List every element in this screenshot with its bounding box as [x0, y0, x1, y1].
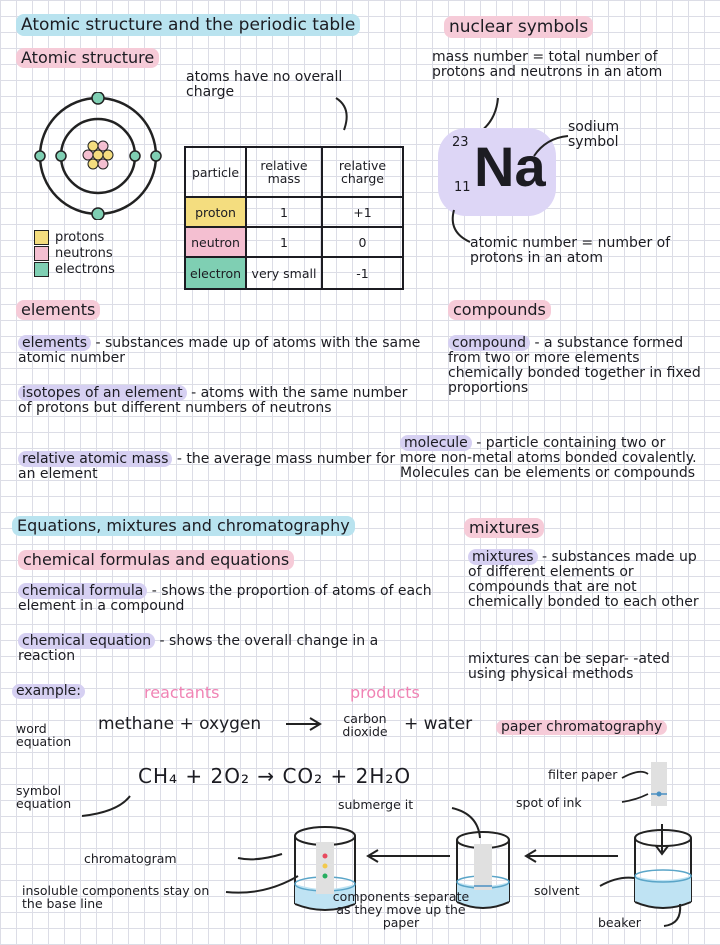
beaker-arrow-icon [660, 902, 690, 932]
mass-number: 23 [452, 135, 469, 150]
def-molecule: molecule - particle containing two or more non-metal atoms bonded covalently. Molecules can be elements or compounds [400, 435, 697, 481]
spot-of-ink-label: spot of ink [516, 795, 582, 810]
legend-electrons: electrons [34, 262, 115, 278]
th-charge: relative charge [322, 147, 403, 197]
atoms-charge-note: atoms have no overall charge [186, 69, 343, 100]
filter-paper-label: filter paper [548, 767, 618, 782]
note-arrow-icon [330, 94, 360, 134]
table-row: proton 1 +1 [185, 197, 403, 227]
atom-diagram [34, 92, 162, 220]
word-arrow-icon [284, 716, 324, 732]
th-mass: relative mass [246, 147, 322, 197]
chromatography-heading: paper chromatography [496, 720, 667, 735]
atomic-heading: Atomic structure [16, 48, 159, 68]
table-row: electron very small -1 [185, 257, 403, 289]
insoluble-arrow-icon [224, 870, 304, 900]
compounds-heading: compounds [448, 300, 551, 320]
mixtures-separation-note: mixtures can be separ- -ated using physical methods [468, 651, 670, 682]
sodium-arrow-icon [528, 130, 572, 160]
reactants-label: reactants [144, 683, 220, 702]
word-equation-lhs: methane + oxygen [98, 714, 262, 734]
chromatogram-label: chromatogram [84, 851, 177, 866]
submerge-label: submerge it [338, 797, 414, 812]
def-relative-atomic-mass: relative atomic mass - the average mass number for an element [18, 451, 396, 482]
th-particle: particle [185, 147, 246, 197]
symbol-equation: CH₄ + 2O₂ → CO₂ + 2H₂O [138, 764, 412, 788]
word-equation-label: word equation [16, 721, 72, 749]
beaker-label: beaker [598, 915, 641, 930]
page-title: Atomic structure and the periodic table [16, 14, 360, 36]
chromatogram-arrow-icon [236, 848, 286, 868]
symbol-label-connector-icon [78, 792, 138, 822]
particle-table [184, 146, 404, 290]
solvent-label: solvent [534, 883, 580, 898]
def-mixtures: mixtures - substances made up of different elements or compounds that are not chemically bonded to each other [468, 549, 699, 610]
legend-protons: protons [34, 230, 115, 246]
formulas-subheading: chemical formulas and equations [18, 550, 294, 570]
def-chemical-formula: chemical formula - shows the proportion of atoms of each element in a compound [18, 583, 432, 614]
products-label: products [350, 683, 420, 702]
mass-number-definition: mass number = total number of protons and neutrons in an atom [432, 49, 663, 80]
table-row: neutron 1 0 [185, 227, 403, 257]
def-isotopes: isotopes of an element - atoms with the same number of protons but different numbers of neutrons [18, 385, 408, 416]
process-arrow-icon-2 [522, 848, 622, 864]
particle-legend [34, 230, 115, 278]
elements-heading: elements [16, 300, 100, 320]
def-elements: elements - substances made up of atoms with the same atomic number [18, 335, 421, 366]
sodium-symbol-label: sodium symbol [568, 119, 620, 150]
def-compound: compound - a substance formed from two or more elements chemically bonded together in fixed proportions [448, 335, 701, 396]
atomic-number: 11 [454, 180, 471, 195]
symbol-equation-label: symbol equation [16, 783, 72, 811]
equations-heading: Equations, mixtures and chromatography [12, 516, 355, 536]
components-label: components separate as they move up the paper [332, 889, 470, 930]
word-equation-water: + water [404, 714, 473, 734]
legend-neutrons: neutrons [34, 246, 115, 262]
insoluble-label: insoluble components stay on the base line [22, 883, 210, 911]
word-equation-carbon-dioxide: carbon dioxide [342, 711, 388, 739]
solvent-arrow-icon [598, 872, 638, 892]
process-arrow-icon-1 [364, 848, 454, 864]
filter-paper-diagram [620, 754, 680, 814]
element-symbol: Na [474, 135, 546, 198]
atomic-number-definition: atomic number = number of protons in an atom [470, 235, 671, 266]
mixtures-heading: mixtures [464, 518, 544, 538]
def-chemical-equation: chemical equation - shows the overall change in a reaction [18, 633, 379, 664]
example-label: example: [12, 684, 85, 699]
nuclear-heading: nuclear symbols [444, 16, 593, 38]
